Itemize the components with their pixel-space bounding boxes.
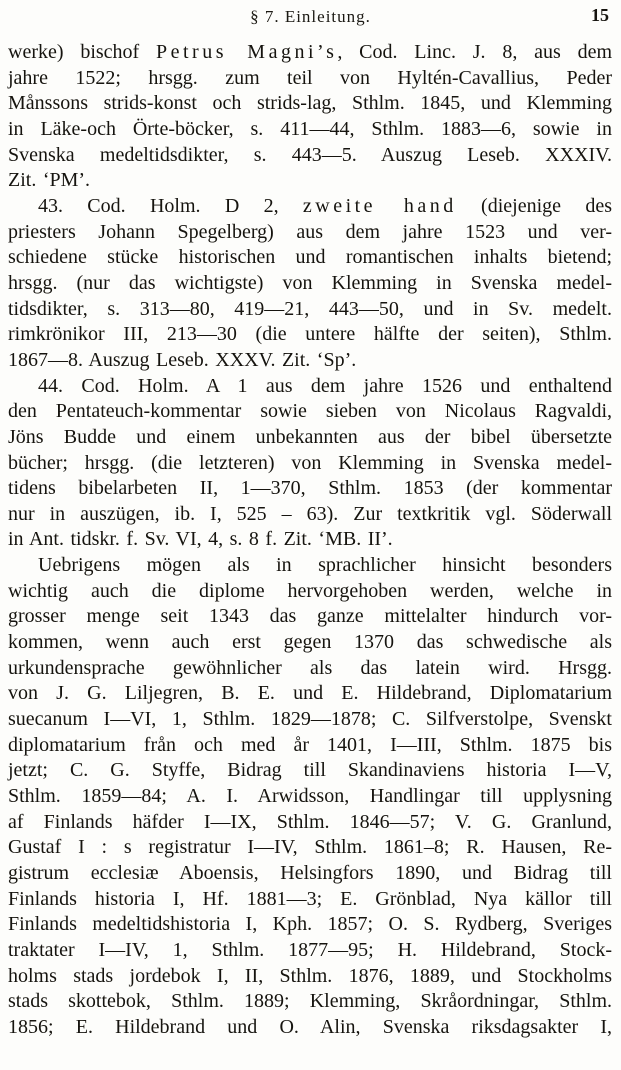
text-line: [8, 604, 612, 630]
text-segment: grosser menge seit 1343 das ganze mittelalter hindurch vor-: [8, 605, 612, 628]
text-segment: 1856; E. Hildebrand und O. Alin, Svenska riksdagsakter I,: [8, 1015, 612, 1038]
text-line: [8, 1015, 612, 1041]
text-segment: 44. Cod. Holm. A 1 aus dem jahre 1526 und enthaltend: [38, 374, 612, 397]
text-segment: schiedene stücke historischen und romantischen inhalts bietend;: [8, 246, 612, 269]
paragraph-44-cod-holm-a1: [8, 374, 612, 554]
text-line: [8, 887, 612, 913]
text-segment: holms stads jordebok I, II, Sthlm. 1876, 1889, und Stockholms: [8, 964, 612, 987]
text-line: [8, 784, 612, 810]
text-line: [8, 451, 612, 477]
text-segment: Jöns Budde und einem unbekannten aus der bibel übersetzte: [8, 425, 612, 448]
text-line: [8, 117, 612, 143]
text-segment: 43. Cod. Holm. D 2,: [38, 194, 303, 217]
text-line: [8, 220, 612, 246]
text-line: [8, 912, 612, 938]
page-number: 15: [591, 5, 609, 25]
text-segment: hrsgg. (nur das wichtigste) von Klemming in Svenska medel-: [8, 271, 612, 294]
text-line: [8, 143, 612, 169]
paragraph-43-cod-holm-d2: [8, 194, 612, 374]
text-segment: werke) bischof: [8, 41, 156, 63]
text-line: [8, 40, 612, 66]
text-segment: Uebrigens mögen als in sprachlicher hinsicht besonders: [38, 554, 612, 577]
text-segment: gistrum ecclesiæ Aboensis, Helsingfors 1890, und Bidrag till: [8, 862, 612, 884]
text-line: [8, 861, 612, 887]
text-segment: kommen, wenn auch erst gegen 1370 das schwedische als: [8, 631, 612, 654]
text-segment: Finlands medeltidshistoria I, Kph. 1857; O. S. Rydberg, Sveriges: [8, 913, 612, 936]
text-segment: wichtig auch die diplome hervorgehoben werden, welche in: [8, 579, 612, 602]
text-line: [8, 810, 612, 836]
body-text-block: [8, 40, 612, 1041]
text-segment: jetzt; C. G. Styffe, Bidrag till Skandinaviens historia I—V,: [8, 759, 612, 782]
text-segment: , Cod. Linc. J. 8, aus dem: [337, 41, 612, 63]
text-segment: traktater I—IV, 1, Sthlm. 1877—95; H. Hildebrand, Stock-: [8, 938, 612, 961]
text-segment: in Läke-och Örte-böcker, s. 411—44, Sthlm. 1883—6, sowie in: [8, 117, 612, 140]
text-segment: af Finlands häfder I—IX, Sthlm. 1846—57; V. G. Granlund,: [8, 810, 612, 833]
text-segment: suecanum I—VI, 1, Sthlm. 1829—1878; C. Silfverstolpe, Svenskt: [8, 708, 612, 731]
text-line: [8, 733, 612, 759]
text-line: [8, 91, 612, 117]
text-segment: diplomatarium från och med år 1401, I—III, Sthlm. 1875 bis: [8, 733, 612, 756]
letterspaced-emphasis-text: zweite hand: [302, 194, 457, 217]
text-line: [8, 553, 612, 579]
paragraph-werke-continuation: [8, 40, 612, 194]
text-line: [8, 194, 612, 220]
text-segment: rimkrönikor III, 213—30 (die untere hälfte der seiten), Sthlm.: [8, 323, 612, 346]
text-line: [8, 374, 612, 400]
text-line: [8, 707, 612, 733]
text-line: [8, 630, 612, 656]
text-line: [8, 399, 612, 425]
text-segment: (diejenige des: [456, 194, 612, 217]
text-line: [8, 656, 612, 682]
text-line: [8, 322, 612, 348]
text-segment: priesters Johann Spegelberg) aus dem jahre 1523 und ver-: [8, 220, 612, 243]
text-segment: nur in auszügen, ib. I, 525 – 63). Zur textkritik vgl. Söderwall: [8, 502, 612, 525]
text-segment: von J. G. Liljegren, B. E. und E. Hildebrand, Diplomatarium: [8, 682, 612, 705]
text-segment: in Ant. tidskr. f. Sv. VI, 4, s. 8 f. Zit. ‘MB. II’.: [8, 528, 393, 551]
text-segment: urkundensprache gewöhnlicher als das latein wird. Hrsgg.: [8, 656, 612, 679]
text-line: [8, 271, 612, 297]
text-segment: bücher; hrsgg. (die letzteren) von Klemming in Svenska medel-: [8, 451, 612, 474]
text-line: [8, 681, 612, 707]
text-segment: 1867—8. Auszug Leseb. XXXV. Zit. ‘Sp’.: [8, 348, 357, 371]
text-segment: Zit. ‘PM’.: [8, 169, 91, 192]
text-line: [8, 297, 612, 323]
text-line: [8, 502, 612, 528]
text-line: [8, 835, 612, 861]
text-segment: Svenska medeltidsdikter, s. 443—5. Auszug Leseb. XXXIV.: [8, 143, 612, 166]
text-line: [8, 527, 612, 553]
text-line: [8, 168, 612, 194]
text-line: [8, 964, 612, 990]
text-segment: tidsdikter, s. 313—80, 419—21, 443—50, und in Sv. medelt.: [8, 297, 612, 320]
text-segment: stads skottebok, Sthlm. 1889; Klemming, Skråordningar, Sthlm.: [8, 990, 612, 1013]
text-segment: den Pentateuch-kommentar sowie sieben von Nicolaus Ragvaldi,: [8, 400, 612, 423]
text-line: [8, 989, 612, 1015]
running-head-section-title: § 7. Einleitung.: [250, 7, 371, 26]
paragraph-uebrigens-diplome: [8, 553, 612, 1040]
text-line: [8, 348, 612, 374]
text-segment: Gustaf I : s registratur I—IV, Sthlm. 1861–8; R. Hausen, Re-: [8, 836, 612, 859]
text-segment: Sthlm. 1859—84; A. I. Arwidsson, Handlingar till upplysning: [8, 785, 612, 808]
text-segment: Månssons strids-konst och strids-lag, Sthlm. 1845, und Klemming: [8, 92, 612, 115]
text-line: [8, 938, 612, 964]
text-segment: Finlands historia I, Hf. 1881—3; E. Grönblad, Nya källor till: [8, 887, 612, 910]
text-segment: jahre 1522; hrsgg. zum teil von Hyltén-Cavallius, Peder: [8, 66, 612, 89]
text-line: [8, 425, 612, 451]
text-line: [8, 245, 612, 271]
text-line: [8, 476, 612, 502]
text-line: [8, 579, 612, 605]
letterspaced-emphasis-text: Petrus Magni’s: [156, 41, 338, 63]
text-line: [8, 758, 612, 784]
text-segment: tidens bibelarbeten II, 1—370, Sthlm. 1853 (der kommentar: [8, 477, 612, 500]
text-line: [8, 66, 612, 92]
